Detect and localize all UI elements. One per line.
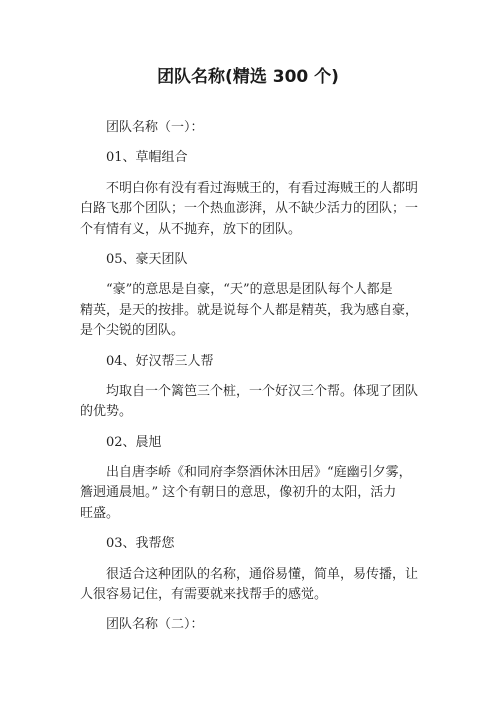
body-line: 01、草帽组合 — [106, 150, 188, 166]
body-line: 精英，是天的按排。就是说每个人都是精英，我为感自豪， — [80, 302, 419, 318]
body-line: 团队名称（一）： — [106, 120, 204, 135]
body-line: 不明白你有没有看过海贼王的，有看过海贼王的人都明 — [106, 180, 419, 196]
body-line: 人很容易记住，有需要就来找帮手的感觉。 — [80, 587, 328, 603]
body-line: 的优势。 — [80, 404, 133, 420]
paragraph-gap — [80, 453, 420, 463]
body-line: 很适合这种团队的名称，通俗易懂，简单，易传播，让 — [106, 566, 419, 582]
paragraph-gap — [80, 423, 420, 433]
body-line: 是个尖锐的团队。 — [80, 323, 185, 339]
paragraph-gap — [80, 169, 420, 179]
body-line: 均取自一个篱笆三个桩，一个好汉三个帮。体现了团队 — [106, 383, 419, 399]
document-body — [80, 118, 420, 636]
paragraph-gap — [80, 372, 420, 382]
body-line: 团队名称（二）： — [106, 617, 204, 633]
paragraph-gap — [80, 605, 420, 615]
body-line: 出自唐李峤《和同府李祭酒休沐田居》“庭幽引夕雾， — [106, 465, 412, 481]
body-line: 旺盛。 — [80, 505, 120, 521]
paragraph-gap — [80, 342, 420, 352]
paragraph-gap — [80, 555, 420, 565]
paragraph-gap — [80, 524, 420, 534]
body-line: 03、我帮您 — [106, 536, 175, 552]
body-line: 个有情有义，从不抛弃，放下的团队。 — [80, 221, 302, 237]
body-line: 02、晨旭 — [106, 434, 162, 450]
body-line: 簷迥通晨旭。” 这个有朝日的意思，像初升的太阳，活力 — [80, 485, 397, 501]
paragraph-gap — [80, 270, 420, 280]
paragraph-gap — [80, 240, 420, 250]
body-line: 04、好汉帮三人帮 — [106, 353, 214, 369]
document-title: 团队名称(精选 300 个) — [157, 67, 339, 87]
body-line: “豪”的意思是自豪，“天”的意思是团队每个人都是 — [106, 282, 393, 298]
body-line: 05、豪天团队 — [106, 251, 188, 267]
paragraph-gap — [80, 138, 420, 148]
body-line: 白路飞那个团队；一个热血澎湃，从不缺少活力的团队；一 — [80, 201, 419, 217]
